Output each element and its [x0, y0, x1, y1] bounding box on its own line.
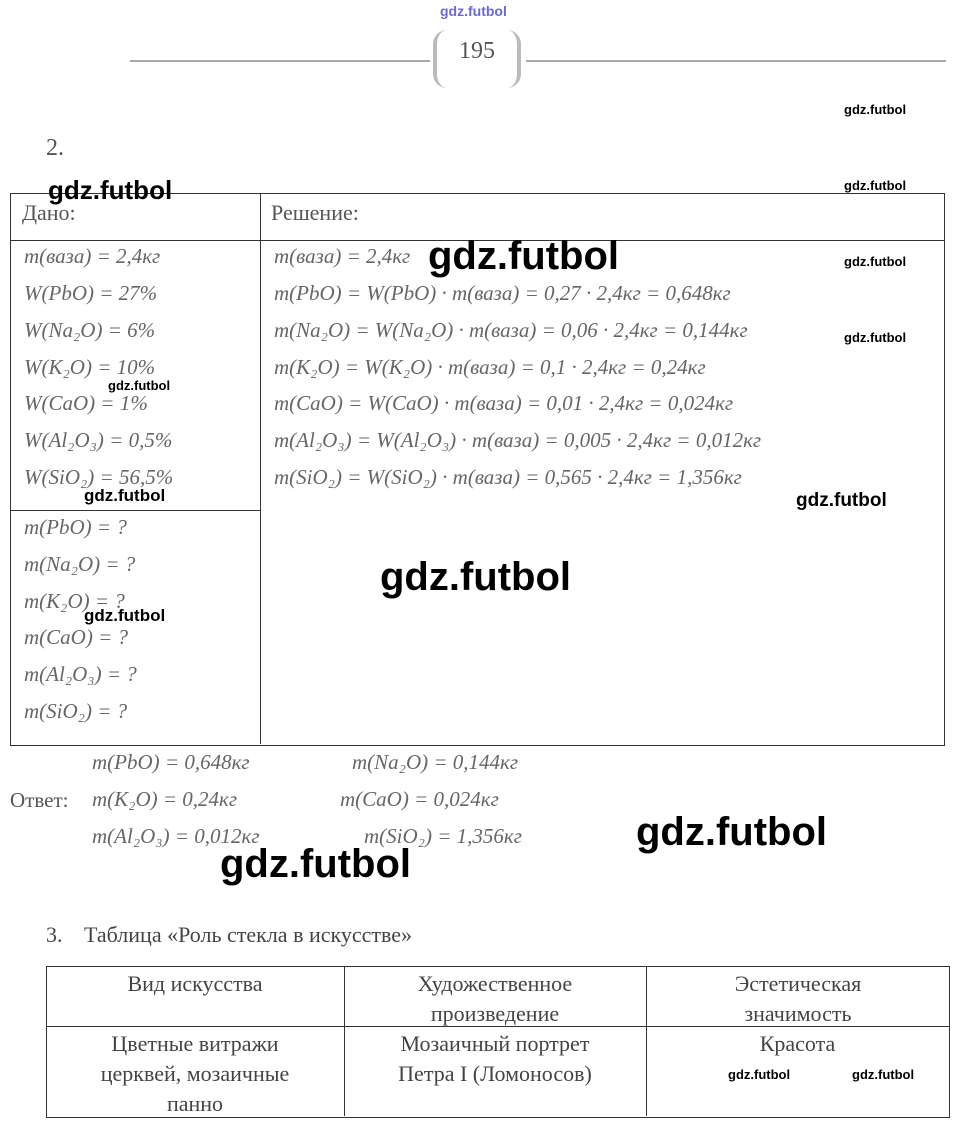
task3-col-divider: [646, 966, 647, 1116]
watermark: gdz.futbol: [84, 486, 166, 505]
answer-value: m(SiO₂) = 1,356кг: [364, 824, 522, 848]
solution-line: m(K₂O) = W(K₂O) · m(ваза) = 0,1 · 2,4кг = 0,24кг: [274, 355, 706, 379]
watermark: gdz.futbol: [844, 178, 907, 193]
task3-header-cell: Вид искусства: [127, 971, 263, 996]
answer-value: m(PbO) = 0,648кг: [92, 750, 250, 774]
find-line: m(CaO) = ?: [24, 625, 128, 649]
given-line: m(ваза) = 2,4кг: [24, 244, 161, 268]
find-line: m(PbO) = ?: [24, 515, 127, 539]
solution-line: m(Na₂O) = W(Na₂O) · m(ваза) = 0,06 · 2,4кг = 0,144кг: [274, 318, 748, 342]
task3-data-cell: Красота: [759, 1031, 836, 1056]
table-vertical-divider: [260, 193, 261, 744]
find-line: m(Al₂O₃) = ?: [24, 662, 137, 686]
task3-header-cell: Художественное произведение: [417, 971, 573, 1026]
answer-label: Ответ:: [10, 788, 69, 812]
watermark: gdz.futbol: [844, 254, 907, 269]
solution-line: m(PbO) = W(PbO) · m(ваза) = 0,27 · 2,4кг = 0,648кг: [274, 281, 731, 305]
watermark: gdz.futbol: [48, 175, 173, 205]
answer-value: m(CaO) = 0,024кг: [340, 787, 499, 811]
given-line: W(Al₂O₃) = 0,5%: [24, 428, 173, 452]
answer-value: m(Na₂O) = 0,144кг: [352, 750, 519, 774]
header-rule-right: [526, 60, 946, 62]
solution-line: m(CaO) = W(CaO) · m(ваза) = 0,01 · 2,4кг = 0,024кг: [274, 391, 734, 415]
task3-data-cell: Мозаичный портрет Петра I (Ломоносов): [398, 1031, 592, 1086]
site-header: gdz.futbol: [440, 3, 507, 19]
answer-value: m(Al₂O₃) = 0,012кг: [92, 824, 260, 848]
given-line: W(K₂O) = 10%: [24, 355, 156, 379]
task3-data-cell: Цветные витражи церквей, мозаичные панно: [100, 1031, 290, 1116]
watermark: gdz.futbol: [636, 810, 828, 854]
answer-value: m(K₂O) = 0,24кг: [92, 787, 238, 811]
task3-number: 3.: [46, 922, 63, 947]
solution-line: m(ваза) = 2,4кг: [274, 244, 411, 268]
solution-heading: Решение:: [271, 200, 359, 225]
find-line: m(Na₂O) = ?: [24, 552, 136, 576]
watermark: gdz.futbol: [108, 378, 171, 393]
page-number: 195: [459, 38, 495, 64]
solution-line: m(Al₂O₃) = W(Al₂O₃) · m(ваза) = 0,005 · 2,4кг = 0,012кг: [274, 428, 762, 452]
watermark: gdz.futbol: [428, 234, 620, 278]
given-line: W(CaO) = 1%: [24, 391, 148, 415]
header-rule-left: [130, 60, 430, 62]
watermark: gdz.futbol: [796, 490, 887, 511]
watermark: gdz.futbol: [844, 330, 907, 345]
solution-line: m(SiO₂) = W(SiO₂) · m(ваза) = 0,565 · 2,4кг = 1,356кг: [274, 465, 742, 489]
given-line: W(PbO) = 27%: [24, 281, 158, 305]
find-line: m(K₂O) = ?: [24, 589, 125, 613]
given-line: W(SiO₂) = 56,5%: [24, 465, 174, 489]
given-find-divider: [10, 510, 261, 511]
watermark: gdz.futbol: [84, 606, 166, 625]
task3-header-cell: Эстетическая значимость: [734, 971, 862, 1026]
watermark: gdz.futbol: [844, 102, 907, 117]
watermark: gdz.futbol: [220, 842, 412, 886]
given-heading: Дано:: [22, 200, 76, 225]
watermark: gdz.futbol: [728, 1067, 791, 1082]
task3-title: Таблица «Роль стекла в искусстве»: [84, 922, 413, 947]
watermark: gdz.futbol: [380, 555, 572, 599]
watermark: gdz.futbol: [852, 1067, 915, 1082]
given-line: W(Na₂O) = 6%: [24, 318, 156, 342]
task2-number: 2.: [46, 135, 64, 161]
find-line: m(SiO₂) = ?: [24, 699, 128, 723]
task3-col-divider: [344, 966, 345, 1116]
